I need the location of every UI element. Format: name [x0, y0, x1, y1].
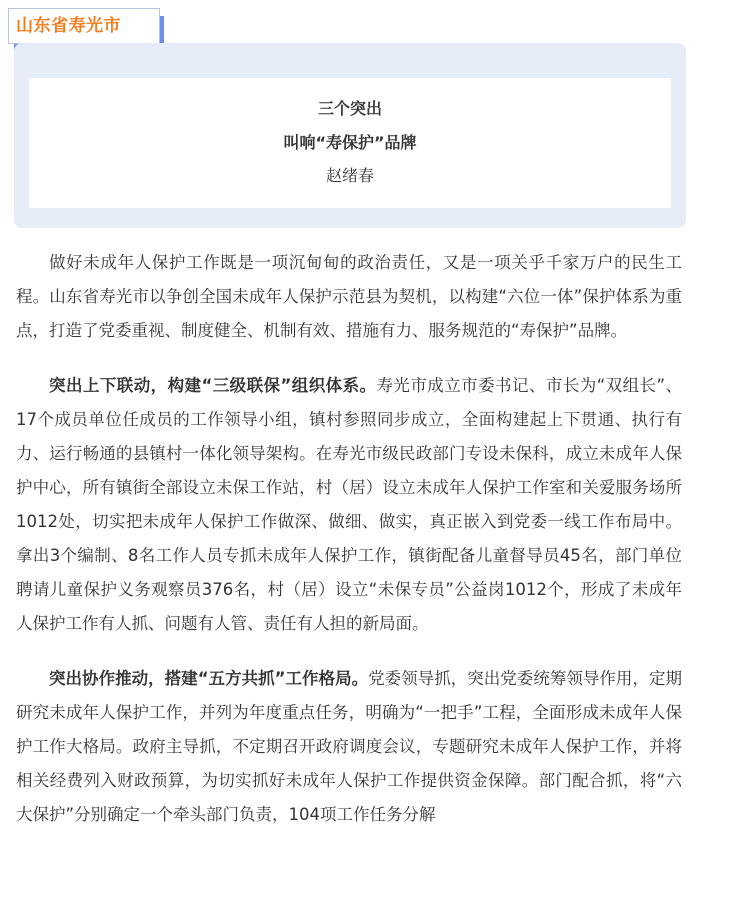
paragraph-linkage: [16, 369, 682, 641]
paragraph-text: 党委领导抓，突出党委统筹领导作用，定期研究未成年人保护工作，并列为年度重点任务，明确为“一把手”工程，全面形成未成年人保护工作大格局。政府主导抓，不定期召开政府调度会议，专题研究未成年人保护工作，并将相关经费列入财政预算，为切实抓好未成年人保护工作提供资金保障。部门配合抓，将“六大保护”分别确定一个牵头部门负责，104项工作任务分解: [16, 669, 682, 824]
paragraph-collaboration: [16, 662, 682, 832]
author-name: 赵绪春: [325, 166, 374, 185]
paragraph-lead: 突出协作推动，搭建“五方共抓”工作格局。: [49, 669, 369, 688]
title-line-2: 叫响“寿保护”品牌: [283, 133, 417, 152]
title-inner: [29, 78, 671, 208]
region-label: 山东省寿光市: [16, 16, 121, 36]
article-body: [16, 246, 682, 853]
paragraph-lead: 突出上下联动，构建“三级联保”组织体系。: [49, 376, 377, 395]
title-card: [14, 43, 686, 228]
title-line-1: 三个突出: [317, 99, 382, 118]
paragraph-text: 做好未成年人保护工作既是一项沉甸甸的政治责任，又是一项关乎千家万户的民生工程。山东省寿光市以争创全国未成年人保护示范县为契机，以构建“六位一体”保护体系为重点，打造了党委重视、制度健全、机制有效、措施有力、服务规范的“寿保护”品牌。: [16, 253, 682, 340]
paragraph-intro: [16, 246, 682, 348]
paragraph-text: 寿光市成立市委书记、市长为“双组长”、17个成员单位任成员的工作领导小组，镇村参照同步成立，全面构建起上下贯通、执行有力、运行畅通的县镇村一体化领导架构。在寿光市级民政部门专设未保科，成立未成年人保护中心，所有镇街全部设立未保工作站，村（居）设立未成年人保护工作室和关爱服务场所1012处，切实把未成年人保护工作做深、做细、做实，真正嵌入到党委一线工作布局中。拿出3个编制、8名工作人员专抓未成年人保护工作，镇街配备儿童督导员45名，部门单位聘请儿童保护义务观察员376名，村（居）设立“未保专员”公益岗1012个，形成了未成年人保护工作有人抓、问题有人管、责任有人担的新局面。: [16, 376, 682, 633]
